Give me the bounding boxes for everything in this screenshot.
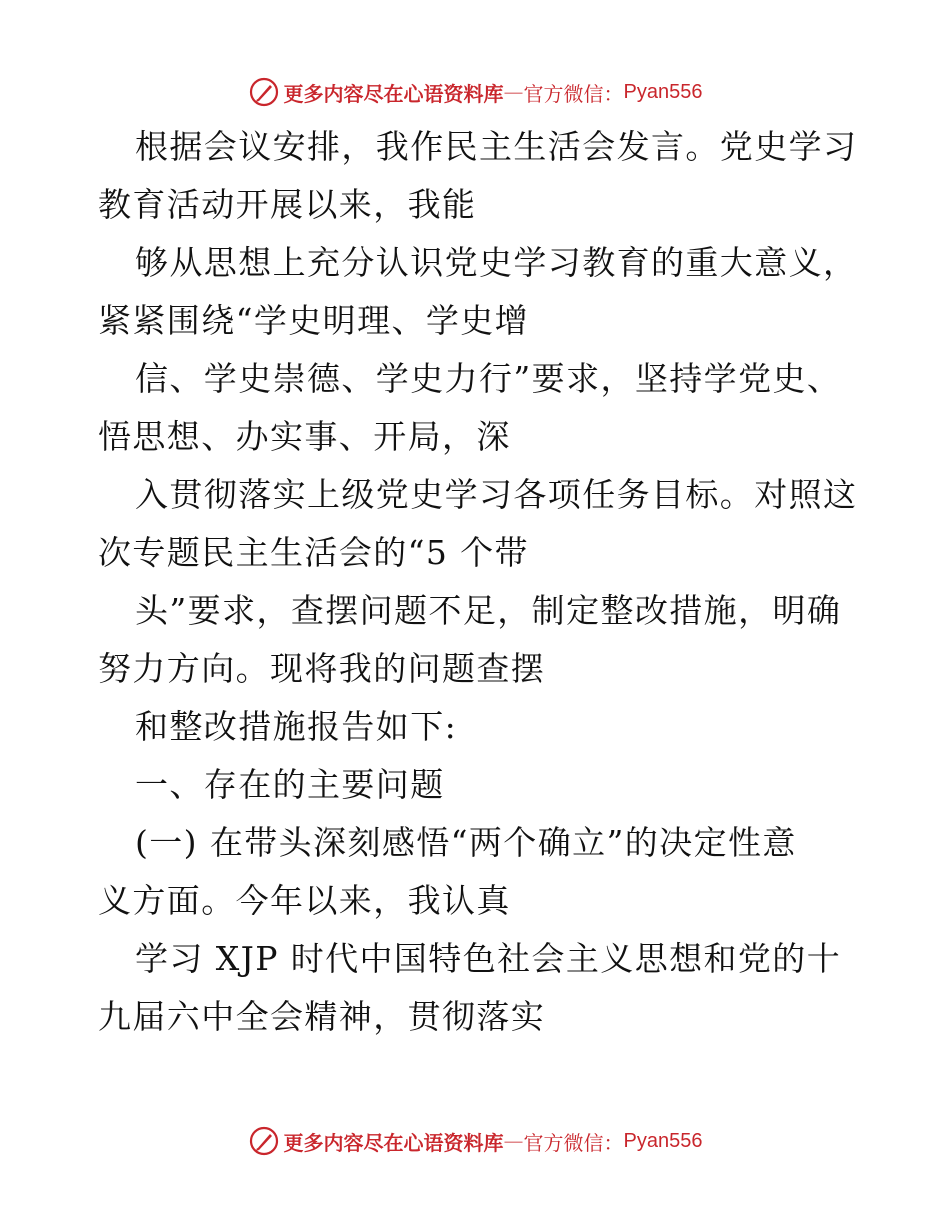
watermark-wechat-label: 官方微信： (523, 81, 624, 106)
text-line: 九届六中全会精神，贯彻落实 (98, 997, 546, 1036)
text-line: 和整改措施报告如下: (135, 707, 458, 746)
watermark-separator: — (503, 1129, 524, 1153)
watermark-wechat-label: 官方微信： (523, 1130, 624, 1155)
text-line: 学习 XJP 时代中国特色社会主义思想和党的十 (135, 939, 842, 978)
watermark-separator: — (503, 80, 524, 104)
text-line: 次专题民主生活会的“5 个带 (98, 533, 529, 572)
text-line: 够从思想上充分认识党史学习教育的重大意义， (135, 243, 858, 282)
watermark-brand: 更多内容尽在心语资料库 (283, 1130, 504, 1155)
text-line: 紧紧围绕“学史明理、学史增 (98, 301, 530, 340)
quill-pen-icon (248, 1125, 280, 1157)
text-line: 悟思想、办实事、开局，深 (98, 417, 511, 456)
text-line: 入贯彻落实上级党史学习各项任务目标。对照这 (135, 475, 858, 514)
watermark-brand: 更多内容尽在心语资料库 (283, 81, 504, 106)
text-line: 信、学史崇德、学史力行”要求，坚持学党史、 (135, 359, 842, 398)
text-line: 义方面。今年以来，我认真 (98, 881, 511, 920)
watermark-wechat-id: Pyan556 (623, 80, 703, 103)
section-heading: 一、存在的主要问题 (135, 765, 445, 804)
text-line: 头”要求，查摆问题不足，制定整改措施，明确 (135, 591, 842, 630)
header-watermark (0, 72, 950, 112)
subsection-heading: (一) 在带头深刻感悟“两个确立”的决定性意 (135, 823, 797, 862)
watermark-wechat-id: Pyan556 (623, 1129, 703, 1152)
quill-pen-icon (248, 76, 280, 108)
text-line: 努力方向。现将我的问题查摆 (98, 649, 546, 688)
text-line: 教育活动开展以来，我能 (98, 185, 477, 224)
text-line: 根据会议安排，我作民主生活会发言。党史学习 (135, 127, 858, 166)
document-body (98, 118, 858, 1046)
footer-watermark (0, 1121, 950, 1161)
